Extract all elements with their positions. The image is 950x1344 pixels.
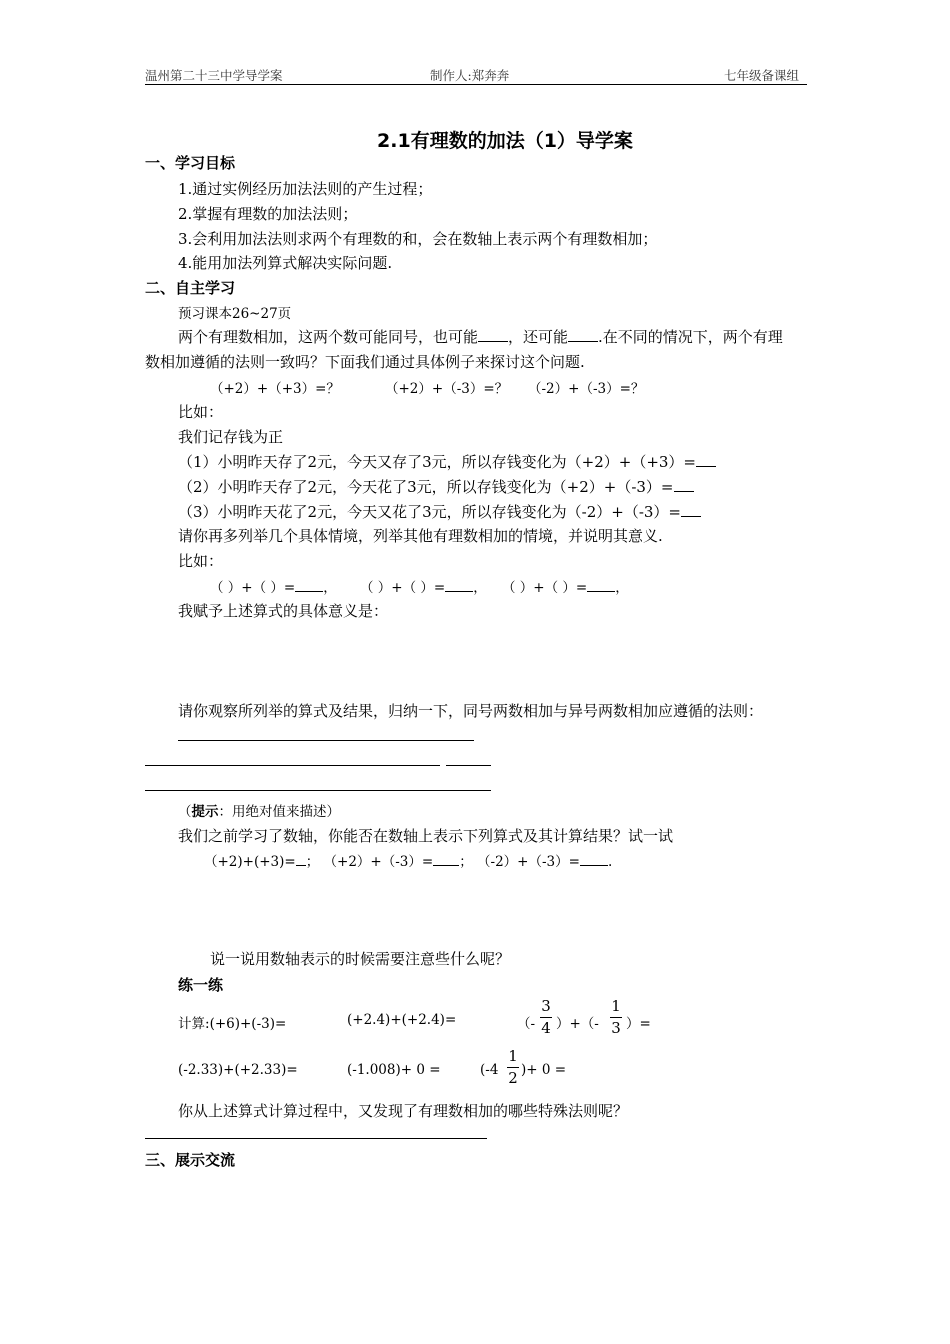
paren-expression: （ ）+（ ）= ， <box>502 576 629 596</box>
section-heading-objectives: 一、学习目标 <box>145 154 236 172</box>
intro-line-1: 两个有理数相加，这两个数可能同号，也可能 ，还可能 .在不同的情况下，两个有理 <box>178 328 783 346</box>
objective-item: 4.能用加法列算式解决实际问题. <box>178 254 393 272</box>
objective-item: 1.通过实例经历加法法则的产生过程； <box>178 180 433 198</box>
answer-line[interactable] <box>178 740 474 741</box>
answer-line[interactable] <box>145 1138 487 1139</box>
money-case-1: （1）小明昨天存了2元，今天又存了3元，所以存钱变化为（+2）+（+3）= <box>178 451 716 472</box>
answer-blank[interactable] <box>295 577 323 592</box>
calc-expression-1: 计算:(+6)+(-3)= <box>178 1016 287 1032</box>
example-expression: （-2）+（-3）=？ <box>528 381 645 397</box>
calc-expression-6b: )+ 0 = <box>521 1062 567 1078</box>
objective-item: 2.掌握有理数的加法法则； <box>178 205 358 223</box>
answer-blank[interactable] <box>587 577 615 592</box>
for-example: 比如： <box>178 552 224 570</box>
attention-question: 说一说用数轴表示的时候需要注意些什么呢？ <box>210 950 511 968</box>
answer-blank[interactable] <box>445 577 473 592</box>
practice-heading: 练一练 <box>178 976 224 994</box>
answer-blank[interactable] <box>433 851 459 866</box>
objective-item: 3.会利用加法法则求两个有理数的和，会在数轴上表示两个有理数相加； <box>178 230 658 248</box>
calc-expression-6a: (-4 <box>480 1062 499 1078</box>
page-title: 2.1有理数的加法（1）导学案 <box>377 130 633 152</box>
answer-blank[interactable] <box>296 851 306 866</box>
preview-pages: 预习课本26~27页 <box>178 306 292 322</box>
calc-expression-4: (-2.33)+(+2.33)= <box>178 1062 298 1078</box>
answer-line[interactable] <box>145 765 440 766</box>
answer-line[interactable] <box>145 790 491 791</box>
save-positive-text: 我们记存钱为正 <box>178 428 284 446</box>
answer-blank[interactable] <box>568 327 598 342</box>
special-rules-question: 你从上述算式计算过程中，又发现了有理数相加的哪些特殊法则呢？ <box>178 1102 629 1120</box>
answer-blank[interactable] <box>674 477 694 492</box>
fraction-three-quarters: 3 4 <box>541 997 551 1037</box>
example-expression: （+2）+（+3）=？ <box>210 381 340 397</box>
for-example: 比如： <box>178 403 224 421</box>
observe-prompt: 请你观察所列举的算式及结果，归纳一下，同号两数相加与异号两数相加应遵循的法则： <box>178 702 764 720</box>
header-grade: 七年级备课组 <box>724 68 800 83</box>
calc-expression-2: (+2.4)+(+2.4)= <box>347 1012 457 1028</box>
numberline-question: 我们之前学习了数轴，你能否在数轴上表示下列算式及其计算结果？试一试 <box>178 827 674 845</box>
list-situations-prompt: 请你再多列举几个具体情境，列举其他有理数相加的情境，并说明其意义. <box>178 527 663 545</box>
numberline-expressions: （+2)+(+3)= ； （+2）+（-3）= ； （-2）+（-3）= . <box>204 850 612 870</box>
calc-expression-3c: ）= <box>626 1016 651 1032</box>
header-author: 制作人:郑奔奔 <box>430 68 510 83</box>
answer-line[interactable] <box>446 765 491 766</box>
intro-line-2: 数相加遵循的法则一致吗？下面我们通过具体例子来探讨这个问题. <box>145 353 585 371</box>
section-heading-presentation: 三、展示交流 <box>145 1151 236 1169</box>
header-school: 温州第二十三中学导学案 <box>145 68 283 83</box>
calc-expression-3a: （- <box>517 1016 536 1032</box>
answer-blank[interactable] <box>681 502 701 517</box>
calc-expression-5: (-1.008)+ 0 = <box>347 1062 441 1078</box>
answer-blank[interactable] <box>478 327 508 342</box>
meaning-prompt: 我赋予上述算式的具体意义是： <box>178 602 389 620</box>
paren-expression: （ ）+（ ）= ， <box>210 576 337 596</box>
money-case-3: （3）小明昨天花了2元，今天又花了3元，所以存钱变化为（-2）+（-3）= <box>178 501 701 522</box>
paren-expression: （ ）+（ ）= ， <box>360 576 487 596</box>
calc-expression-3b: ）+（- <box>556 1016 599 1032</box>
answer-blank[interactable] <box>696 452 716 467</box>
fraction-one-third: 1 3 <box>611 997 621 1037</box>
answer-blank[interactable] <box>580 851 608 866</box>
money-case-2: （2）小明昨天存了2元，今天花了3元，所以存钱变化为（+2）+（-3）= <box>178 476 694 497</box>
header-divider <box>145 84 807 85</box>
section-heading-self-study: 二、自主学习 <box>145 279 236 297</box>
fraction-one-half: 1 2 <box>508 1047 518 1087</box>
hint-text: （提示：用绝对值来描述） <box>178 804 340 820</box>
example-expression: （+2）+（-3）=？ <box>385 381 509 397</box>
